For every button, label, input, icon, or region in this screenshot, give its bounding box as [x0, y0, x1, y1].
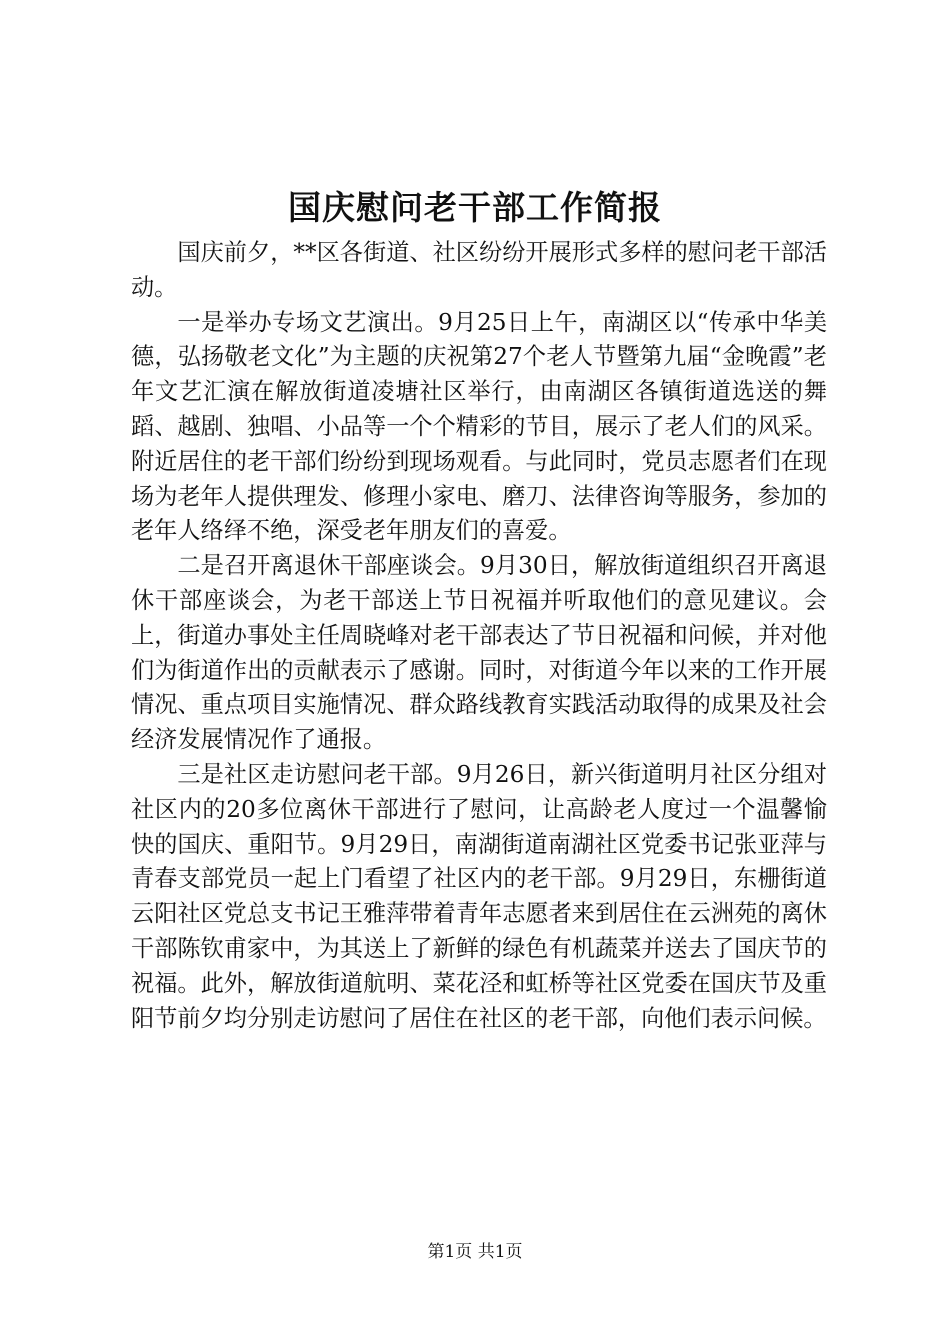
document-title: 国庆慰问老干部工作简报 — [288, 188, 662, 227]
page-footer: 第1页 共1页 — [427, 1242, 523, 1262]
paragraph-intro: 国庆前夕，**区各街道、社区纷纷开展形式多样的慰问老干部活动。 — [131, 239, 827, 301]
paragraph-visits: 三是社区走访慰问老干部。9月26日，新兴街道明月社区分组对社区内的20多位离休干部进行了慰问，让高龄老人度过一个温馨愉快的国庆、重阳节。9月29日，南湖街道南湖社区党委书记张亚萍与青春支部党员一起上门看望了社区内的老干部。9月29日，东栅街道云阳社区党总支书记王雅萍带着青年志愿者来到居住在云洲苑的离休干部陈钦甫家中，为其送上了新鲜的绿色有机蔬菜并送去了国庆节的祝福。此外，解放街道航明、菜花泾和虹桥等社区党委在国庆节及重阳节前夕均分别走访慰问了居住在社区的老干部，向他们表示问候。 — [131, 760, 827, 1032]
paragraph-performance: 一是举办专场文艺演出。9月25日上午，南湖区以“传承中华美德，弘扬敬老文化”为主题的庆祝第27个老人节暨第九届“金晚霞”老年文艺汇演在解放街道凌塘社区举行，由南湖区各镇街道选送的舞蹈、越剧、独唱、小品等一个个精彩的节目，展示了老人们的风采。附近居住的老干部们纷纷到现场观看。与此同时，党员志愿者们在现场为老年人提供理发、修理小家电、磨刀、法律咨询等服务，参加的老年人络绎不绝，深受老年朋友们的喜爱。 — [131, 308, 827, 545]
paragraph-symposium: 二是召开离退休干部座谈会。9月30日，解放街道组织召开离退休干部座谈会，为老干部送上节日祝福并听取他们的意见建议。会上，街道办事处主任周晓峰对老干部表达了节日祝福和问候，并对他们为街道作出的贡献表示了感谢。同时，对街道今年以来的工作开展情况、重点项目实施情况、群众路线教育实践活动取得的成果及社会经济发展情况作了通报。 — [131, 552, 827, 754]
document-body — [131, 236, 827, 1036]
